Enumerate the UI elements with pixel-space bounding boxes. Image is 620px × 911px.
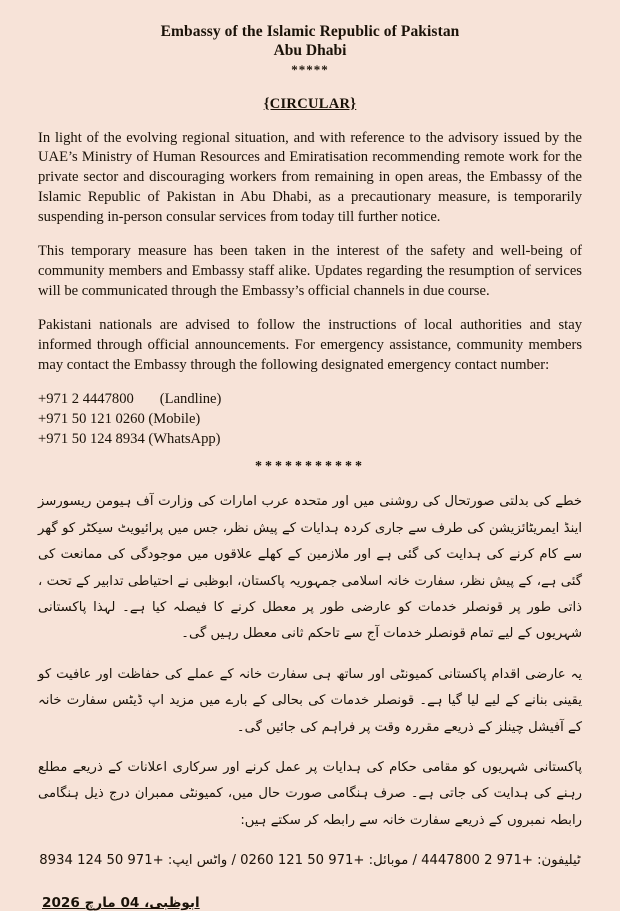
- paragraph-3: Pakistani nationals are advised to follow the instructions of local authorities and stay informed through official announcements. For emergency assistance, community members may contact the Embassy through the following designated emergency contact number:: [38, 317, 582, 373]
- date-and-place: ابوظبی، 04 مارچ 2026: [42, 895, 200, 911]
- contact-number-mobile: +971 50 121 0260: [38, 411, 145, 427]
- emergency-contacts: [38, 390, 582, 449]
- urdu-paragraph-2: یہ عارضی اقدام پاکستانی کمیونٹی اور ساتھ ہی سفارت خانہ کے عملے کی حفاظت اور عافیت کو یقینی بنانے کے لیے لیا گیا ہے۔ قونصلر خدمات کی بحالی کے بارے میں مزید اپ ڈیٹس سفارت خانہ کے آفیشل چینلز کے ذریعے مقررہ وقت پر فراہم کی جائیں گی۔: [38, 666, 582, 735]
- header-stars: *****: [291, 61, 329, 77]
- contact-row-mobile: [38, 410, 582, 430]
- document-title: {CIRCULAR}: [263, 95, 357, 112]
- contact-row-whatsapp: [38, 430, 582, 450]
- urdu-paragraph-3: پاکستانی شہریوں کو مقامی حکام کی ہدایات پر عمل کرنے اور سرکاری اعلانات کے ذریعے مطلع رہنے کی ہدایت کی جاتی ہے۔ صرف ہنگامی صورت حال میں، کمیونٹی ممبران درج ذیل ہنگامی رابطہ نمبروں کے ذریعے سفارت خانہ سے رابطہ کر سکتے ہیں:: [38, 760, 582, 828]
- embassy-name: Embassy of the Islamic Republic of Pakistan: [160, 23, 460, 40]
- contact-number-landline: +971 2 4447800: [38, 391, 134, 408]
- contact-label-landline: (Landline): [159, 391, 222, 408]
- paragraph-2: This temporary measure has been taken in the interest of the safety and well-being of community members and Embassy staff alike. Updates regarding the resumption of services will be communicated through the Embassy’s official channels in due course.: [38, 243, 582, 299]
- paragraph-1: In light of the evolving regional situation, and with reference to the advisory issued by the UAE’s Ministry of Human Resources and Emiratisation recommending remote work for the private sector and discouraging workers from remaining in open areas, the Embassy of the Islamic Republic of Pakistan in Abu Dhabi, as a precautionary measure, is temporarily suspending in-person consular services from today till further notice.: [38, 129, 582, 225]
- contact-row-landline: [38, 390, 582, 410]
- contact-label-mobile: (Mobile): [148, 411, 201, 427]
- section-divider: ***********: [255, 459, 365, 475]
- urdu-emergency-contacts: ٹیلیفون: +971 2 4447800 / موبائل: +971 50 121 0260 / واٹس ایپ: +971 50 124 8934: [39, 853, 581, 869]
- urdu-paragraph-1: خطے کی بدلتی صورتحال کی روشنی میں اور متحدہ عرب امارات کی وزارت آف ہیومن ریسورسز اینڈ ایمریٹائزیشن کی طرف سے جاری کردہ ہدایات کے پیش نظر، جس میں پرائیویٹ سیکٹر کو گھر سے کام کرنے کی ہدایت کی گئی ہے اور ملازمین کے کھلے علاقوں میں موجودگی کی ممانعت کی گئی ہے، کے پیش نظر، سفارت خانہ اسلامی جمہوریہ پاکستان، ابوظبی نے احتیاطی تدابیر کے تحت ، ذاتی طور پر قونصلر خدمات کو عارضی طور پر معطل کرنے کا فیصلہ کیا ہے۔ لہذا پاکستانی شہریوں کے لیے تمام قونصلر خدمات آج سے تاحکم ثانی معطل رہیں گی۔: [38, 494, 582, 642]
- embassy-location: Abu Dhabi: [273, 42, 347, 60]
- contact-number-whatsapp: +971 50 124 8934: [38, 430, 145, 447]
- document-header: [38, 22, 582, 78]
- contact-label-whatsapp: (WhatsApp): [148, 430, 221, 447]
